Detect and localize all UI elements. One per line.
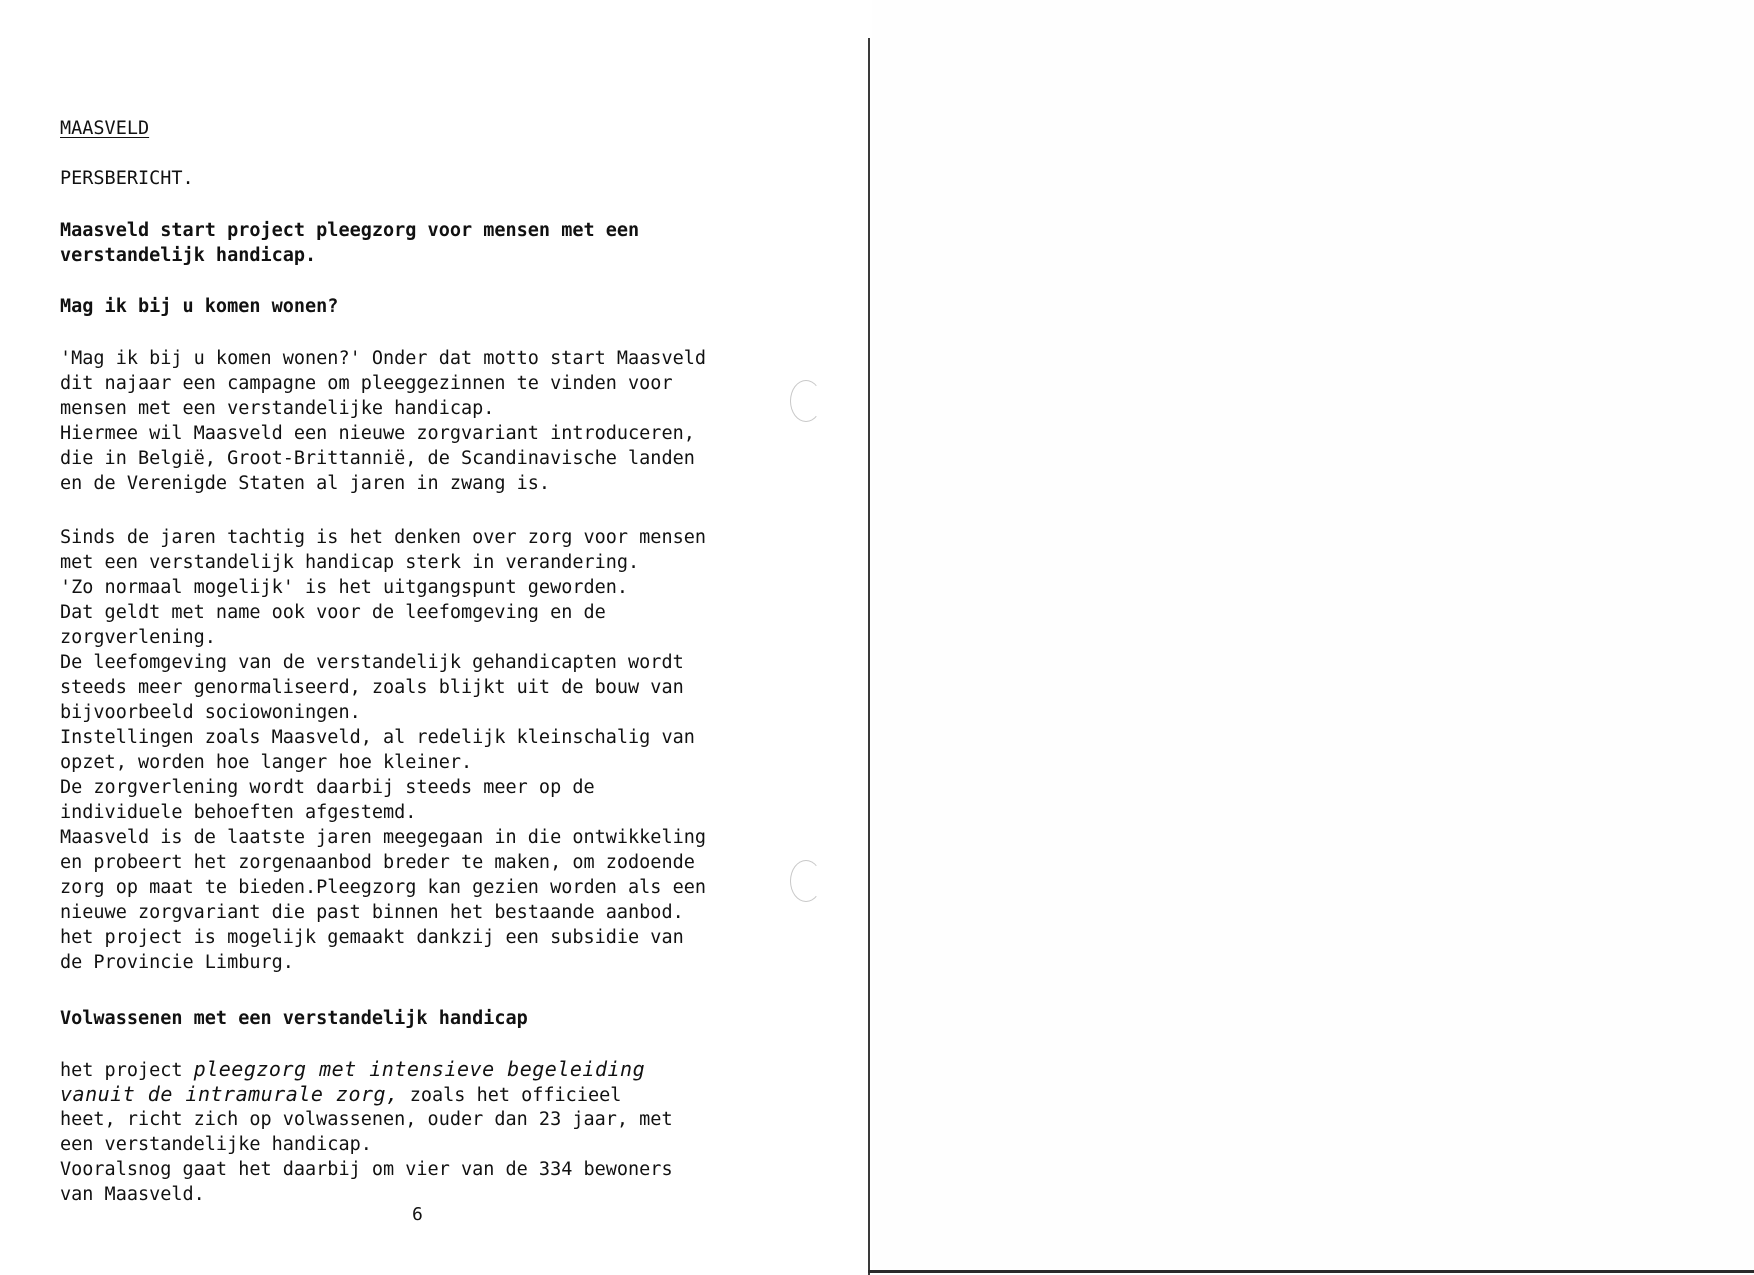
paragraph2-line: met een verstandelijk handicap sterk in verandering. [60,552,640,573]
paragraph2-line: 'Zo normaal mogelijk' is het uitgangspunt geworden. [60,577,629,598]
paragraph2-line: nieuwe zorgvariant die past binnen het bestaande aanbod. [60,902,684,923]
paragraph2-line: Maasveld is de laatste jaren meegegaan in die ontwikkeling [60,827,707,848]
page-number: 6 [412,1204,423,1225]
title-line-2: verstandelijk handicap. [60,245,317,266]
paragraph2-line: Sinds de jaren tachtig is het denken over zorg voor mensen [60,527,707,548]
paragraph3-line: een verstandelijke handicap. [60,1134,372,1155]
paragraph3-prefix: het project [60,1060,194,1081]
right-page-blank [872,0,1754,1275]
page-bottom-edge [868,1270,1754,1273]
paragraph2-line: Dat geldt met name ook voor de leefomgeving en de [60,602,606,623]
document-header: MAASVELD [60,118,150,139]
punch-hole-mark [790,380,822,422]
title-line-1: Maasveld start project pleegzorg voor mensen met een [60,220,640,241]
paragraph2-line: De leefomgeving van de verstandelijk gehandicapten wordt [60,652,684,673]
paragraph3-line-2 [60,1082,621,1108]
paragraph2-line: en probeert het zorgenaanbod breder te maken, om zodoende [60,852,695,873]
document-type: PERSBERICHT. [60,168,194,189]
paragraph2-line: steeds meer genormaliseerd, zoals blijkt uit de bouw van [60,677,684,698]
paragraph2-line: zorg op maat te bieden.Pleegzorg kan gezien worden als een [60,877,707,898]
paragraph2-line: opzet, worden hoe langer hoe kleiner. [60,752,473,773]
paragraph2-line: De zorgverlening wordt daarbij steeds meer op de [60,777,595,798]
paragraph2-line: het project is mogelijk gemaakt dankzij een subsidie van [60,927,684,948]
paragraph3-line: Vooralsnog gaat het daarbij om vier van de 334 bewoners [60,1159,673,1180]
paragraph1-line: 'Mag ik bij u komen wonen?' Onder dat motto start Maasveld [60,348,707,369]
paragraph1-line: Hiermee wil Maasveld een nieuwe zorgvariant introduceren, [60,423,695,444]
paragraph2-line: zorgverlening. [60,627,216,648]
paragraph2-line: de Provincie Limburg. [60,952,294,973]
subheading: Mag ik bij u komen wonen? [60,296,339,317]
paragraph1-line: en de Verenigde Staten al jaren in zwang is. [60,473,551,494]
paragraph1-line: die in België, Groot-Brittannië, de Scandinavische landen [60,448,695,469]
paragraph2-line: bijvoorbeeld sociowoningen. [60,702,361,723]
paragraph3-line-1 [60,1057,645,1083]
punch-hole-mark [790,860,822,902]
paragraph3-italic-title-cont: vanuit de intramurale zorg, [60,1082,399,1106]
paragraph2-line: individuele behoeften afgestemd. [60,802,417,823]
paragraph3-line: van Maasveld. [60,1184,205,1205]
paragraph1-line: dit najaar een campagne om pleeggezinnen te vinden voor [60,373,673,394]
left-page [0,0,868,1275]
paragraph3-line: heet, richt zich op volwassenen, ouder dan 23 jaar, met [60,1109,673,1130]
subheading-2: Volwassenen met een verstandelijk handicap [60,1008,528,1029]
paragraph3-suffix: zoals het officieel [398,1085,622,1106]
paragraph2-line: Instellingen zoals Maasveld, al redelijk kleinschalig van [60,727,695,748]
paragraph3-italic-title: pleegzorg met intensieve begeleiding [193,1057,646,1081]
paragraph1-line: mensen met een verstandelijke handicap. [60,398,495,419]
book-spine [868,38,870,1275]
